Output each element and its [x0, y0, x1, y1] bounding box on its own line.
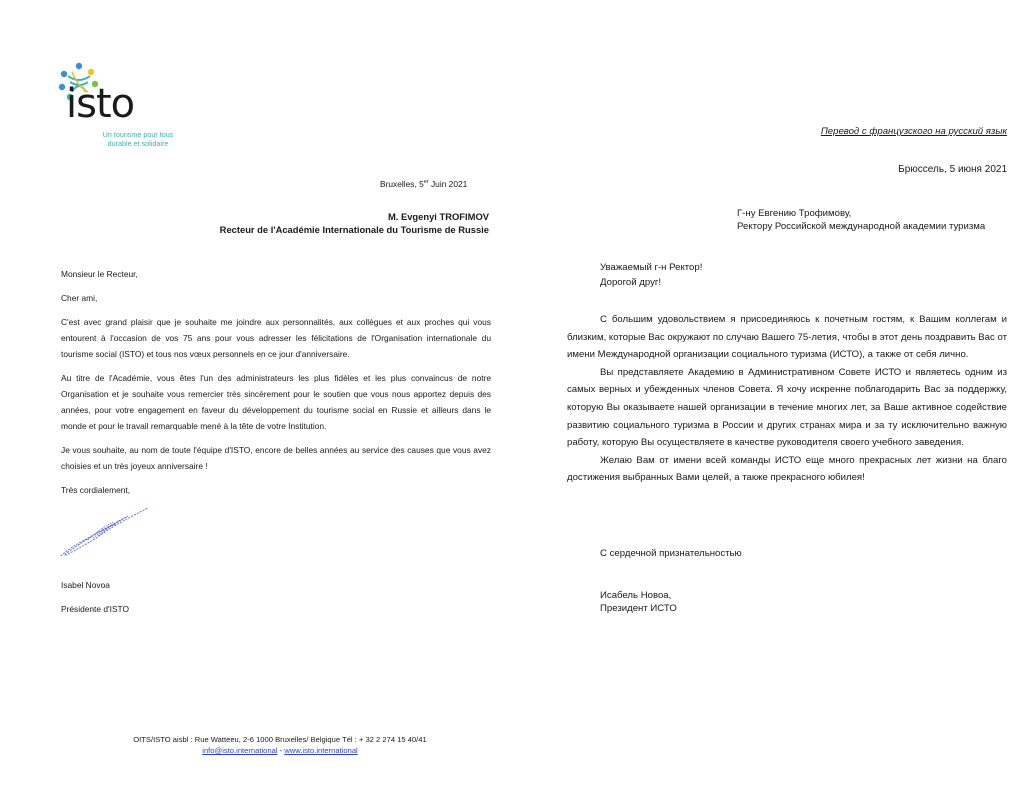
- logo-wordmark: isto: [66, 81, 135, 127]
- russian-closing: С сердечной признательностью: [600, 548, 742, 559]
- footer-website-link[interactable]: www.isto.international: [284, 746, 358, 755]
- russian-greeting: Дорогой друг!: [600, 277, 662, 288]
- french-paragraph: Je vous souhaite, au nom de toute l'équipe d'ISTO, encore de belles années au service des causes que vous avez choisies et un très joyeux anniversaire !: [61, 445, 491, 471]
- french-recipient-title: Recteur de l'Académie Internationale du Tourisme de Russie: [219, 224, 489, 235]
- russian-signer-title: Президент ИСТО: [600, 603, 677, 614]
- russian-date: Брюссель, 5 июня 2021: [898, 164, 1007, 175]
- french-signer-title: Présidente d'ISTO: [61, 604, 130, 614]
- russian-salutation: Уважаемый г-н Ректор!: [600, 262, 703, 273]
- footer-address: OITS/ISTO aisbl : Rue Watteeu, 2-6 1000 Bruxelles/ Belgique Tél : + 32 2 274 15 40/41: [133, 735, 427, 744]
- footer-links: [60, 745, 500, 756]
- russian-paragraph: С большим удовольствием я присоединяюсь к почетным гостям, к Вашим коллегам и близким, которые Вас окружают по случаю Вашего 75-летия, чтобы в этот день поздравить Вас от имени Международной организации социального туризма (ИСТО), а также от себя лично.: [567, 314, 1007, 361]
- russian-recipient-title: Ректору Российской международной академии туризма: [737, 221, 986, 232]
- french-letter-body: [61, 266, 491, 506]
- russian-signer: [600, 589, 677, 615]
- russian-signer-name: Исабель Новоа,: [600, 590, 672, 601]
- french-paragraph: Au titre de l'Académie, vous êtes l'un des administrateurs les plus fidèles et les plus convaincus de notre Organisation et je souhaite vous remercier très sincèrement pour le soutien que vous nous apportez depuis des années, pour votre engagement en faveur du développement du tourisme social en Russie et ailleurs dans le monde et pour le travail remarquable mené à la tête de votre Institution.: [61, 373, 491, 431]
- french-signer: [61, 573, 129, 621]
- french-recipient-block: [150, 210, 489, 236]
- translation-note: Перевод с французского на русский язык: [820, 126, 1007, 137]
- logo-tagline-line2: durable et solidaire: [107, 139, 169, 148]
- handwritten-signature: [58, 500, 153, 562]
- french-date: [380, 179, 495, 189]
- french-recipient-name: M. Evgenyi TROFIMOV: [387, 211, 489, 222]
- french-closing: Très cordialement,: [61, 485, 131, 495]
- russian-recipient-block: [737, 207, 1017, 233]
- letterhead-footer: [60, 734, 500, 756]
- logo-tagline-line1: Un tourisme pour tous: [102, 130, 174, 139]
- russian-letter-body: [567, 311, 1007, 487]
- french-signer-name: Isabel Novoa: [61, 580, 110, 590]
- french-salutation: Monsieur le Recteur,: [61, 269, 138, 279]
- french-greeting: Cher ami,: [61, 293, 98, 303]
- russian-recipient-name: Г-ну Евгению Трофимову,: [737, 208, 852, 219]
- footer-email-link[interactable]: info@isto.international: [202, 746, 278, 755]
- russian-paragraph: Вы представляете Академию в Административном Совете ИСТО и являетесь одним из самых верных и убежденных членов Совета. Я хочу искренне поблагодарить Вас за поддержку, которую Вы оказываете нашей организации в течение многих лет, за Ваше активное содействие развитию социального туризма в России и других странах мира и за ту исключительно важную работу, которую Вы осуществляете в качестве руководителя своего учебного заведения.: [567, 366, 1007, 449]
- logo-tagline: [88, 130, 188, 148]
- footer-link-separator: -: [277, 746, 285, 755]
- french-paragraph: C'est avec grand plaisir que je souhaite me joindre aux personnalités, aux collègues et aux proches qui vous entourent à l'occasion de vos 75 ans pour vous adresser les félicitations de l'Organisation internationale du tourisme social (ISTO) et tous nos vœux personnels en ce jour d'anniversaire.: [61, 317, 491, 359]
- french-date-prefix: Bruxelles, 5: [380, 179, 424, 189]
- french-date-suffix: Juin 2021: [428, 179, 468, 189]
- russian-greeting-block: [600, 260, 702, 290]
- french-date-superscript: er: [423, 179, 429, 186]
- russian-paragraph: Желаю Вам от имени всей команды ИСТО еще много прекрасных лет жизни на благо достижения выбранных Вами целей, а также прекрасного юбилея!: [567, 454, 1007, 484]
- isto-logo: [58, 62, 198, 157]
